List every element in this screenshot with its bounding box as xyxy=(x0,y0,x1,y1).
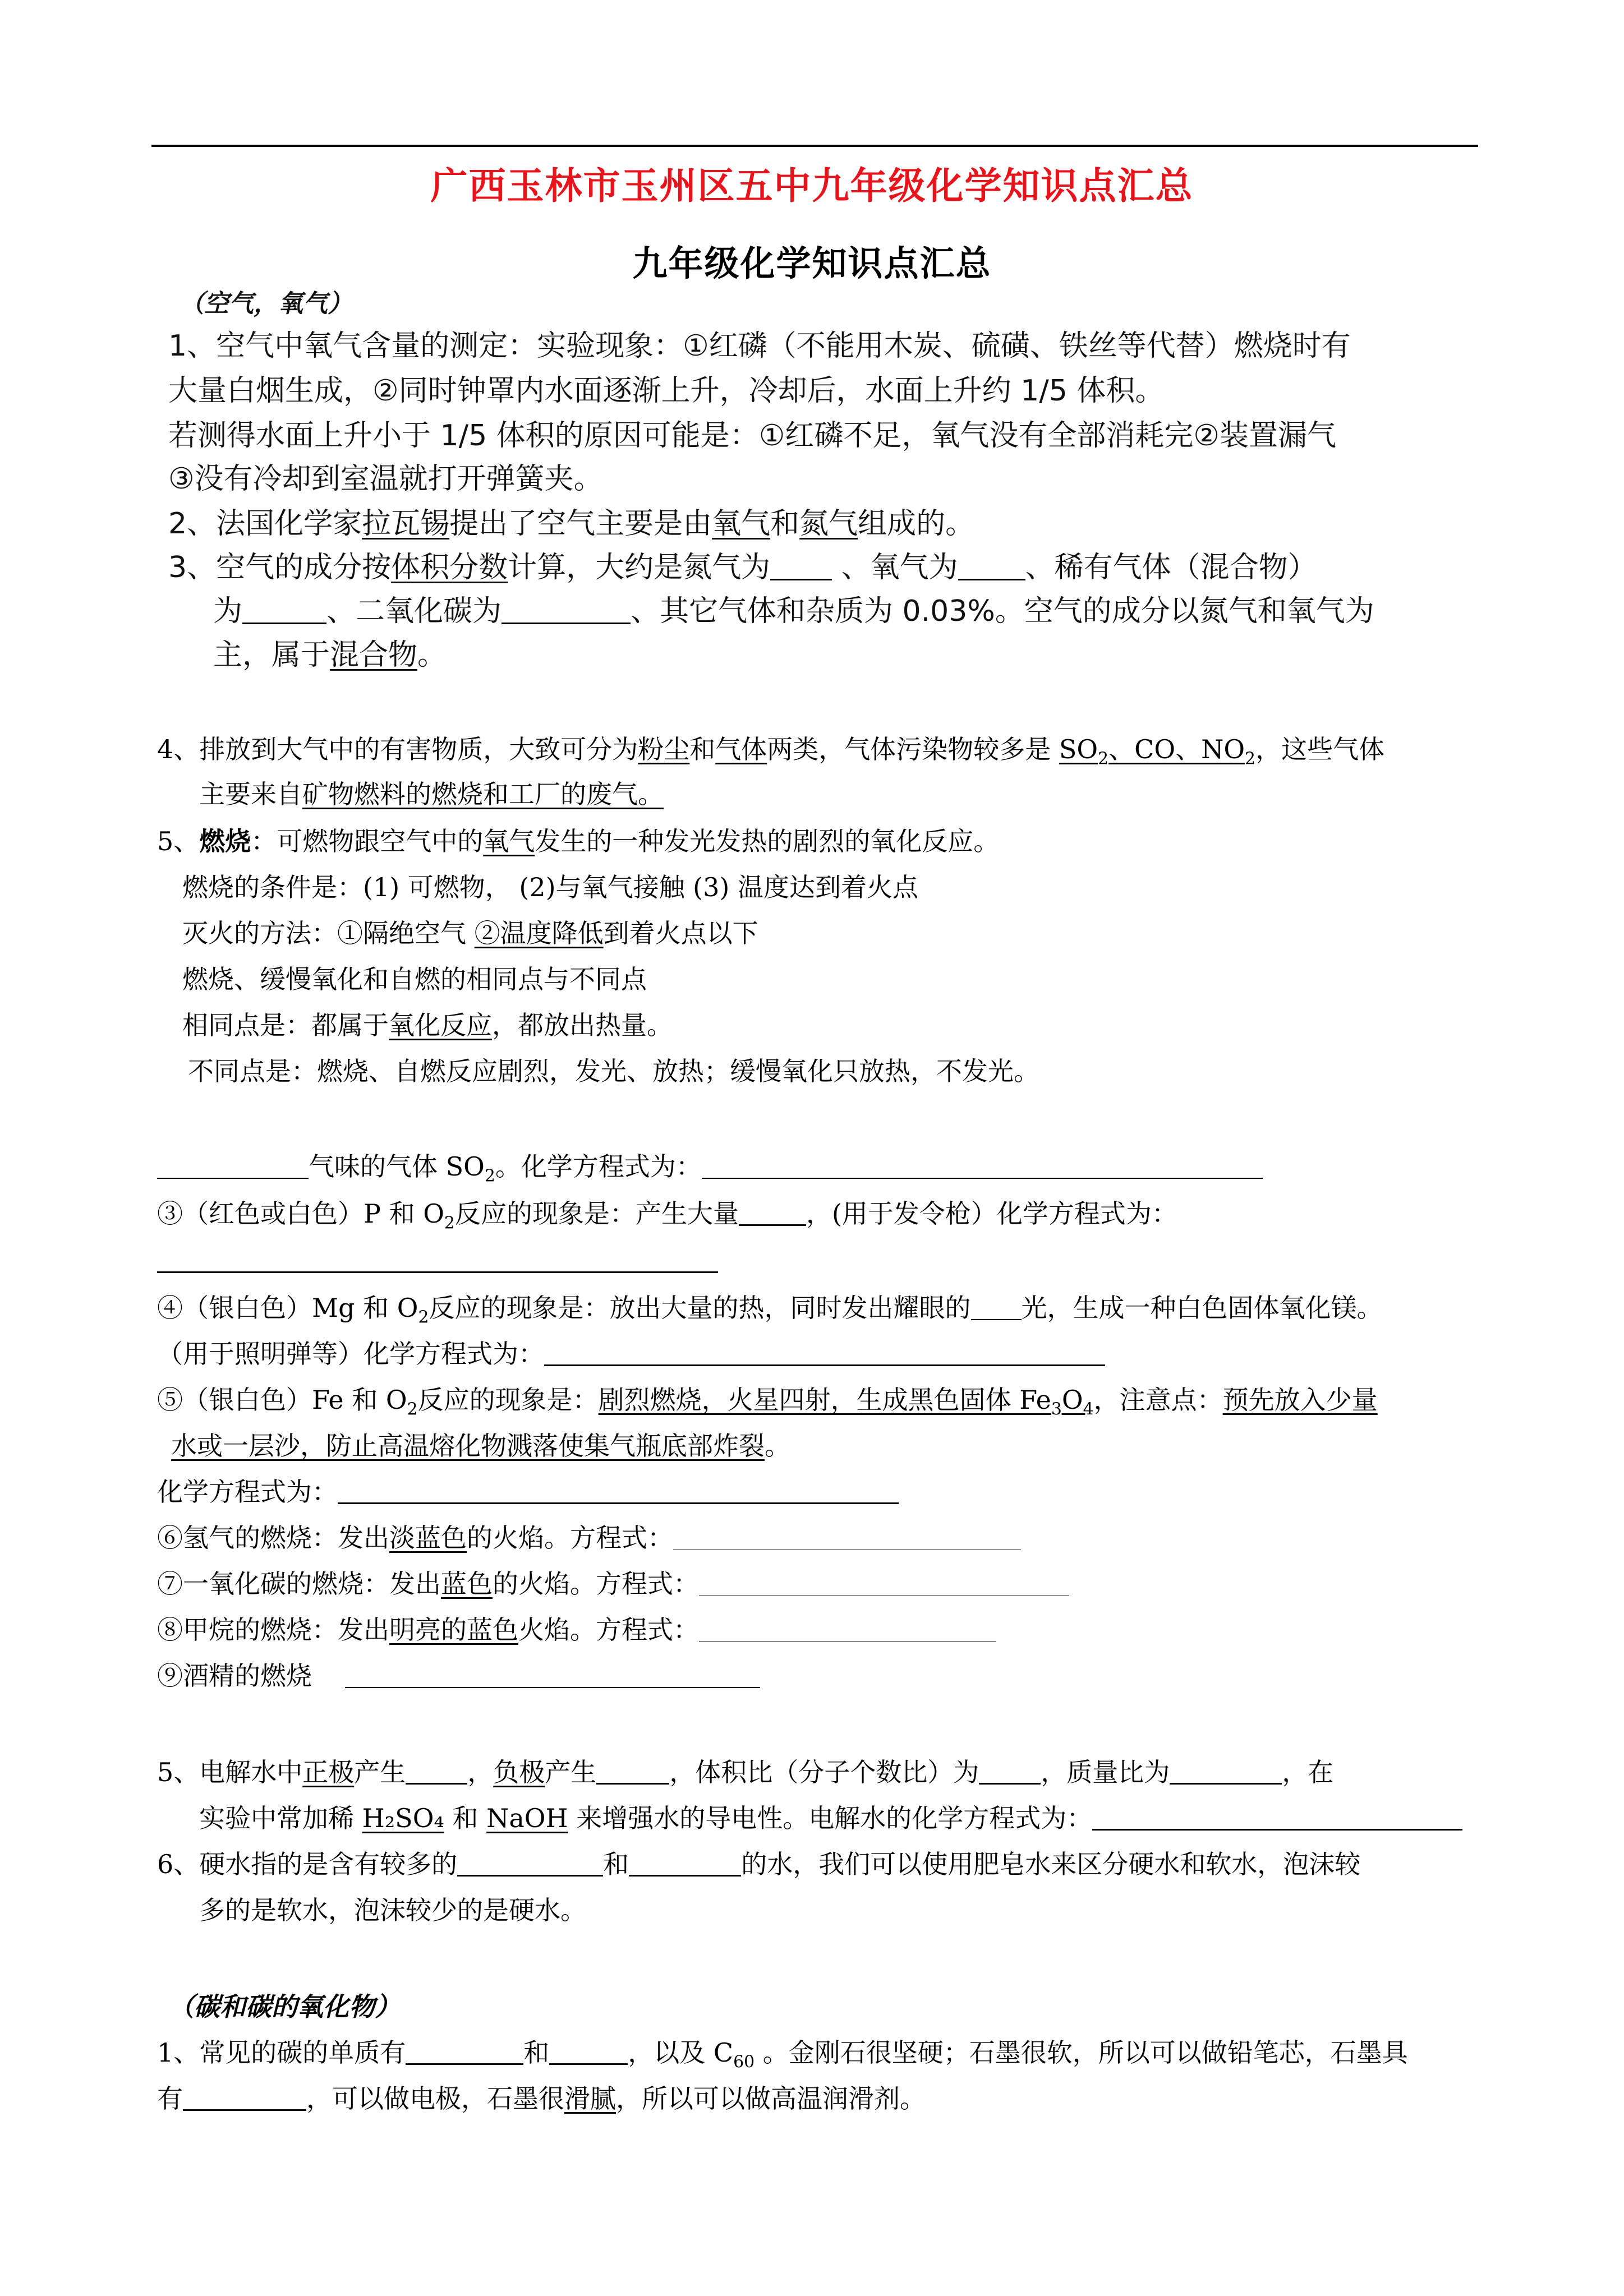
sulfur-reaction: 气味的气体 $SO_2$。化学方程式为： xyxy=(157,1150,1263,1183)
pollution-line-2: 主要来自矿物燃料的燃烧和工厂的废气。 xyxy=(199,779,664,809)
air-line-6: 3、空气的成分按体积分数计算，大约是氮气为 、氧气为 、稀有气体（混合物） xyxy=(168,551,1317,584)
blank-electrolysis-equation[interactable] xyxy=(1092,1804,1462,1831)
combustion-compare: 燃烧、缓慢氧化和自燃的相同点与不同点 xyxy=(182,964,647,994)
blank-sulfur-smell[interactable] xyxy=(157,1153,309,1179)
blank-hard-water-ion-1[interactable] xyxy=(457,1850,603,1877)
electrolysis-line-2: 实验中常加稀 H₂SO₄ 和 NaOH 来增强水的导电性。电解水的化学方程式为： xyxy=(199,1801,1462,1835)
blank-phosphorus-smoke[interactable] xyxy=(739,1200,806,1226)
header-rule xyxy=(151,145,1478,147)
carbon-line-1: 1、常见的碳的单质有 和 ，以及 $C_{60}$ 。金刚石很坚硬；石墨很软，所以可以做铅笔芯，石墨具 xyxy=(157,2037,1408,2072)
methane-combustion: ⑧甲烷的燃烧：发出明亮的蓝色火焰。方程式： xyxy=(157,1613,996,1647)
blank-hard-water-ion-2[interactable] xyxy=(629,1850,741,1877)
combustion-definition: 5、燃烧：可燃物跟空气中的氧气发生的一种发光发热的剧烈的氧化反应。 xyxy=(157,826,1000,856)
document-title: 广西玉林市玉州区五中九年级化学知识点汇总 xyxy=(430,164,1194,208)
blank-magnesium-light[interactable] xyxy=(971,1294,1022,1320)
magnesium-equation: （用于照明弹等）化学方程式为： xyxy=(157,1337,1105,1371)
co-combustion: ⑦一氧化碳的燃烧：发出蓝色的火焰。方程式： xyxy=(157,1567,1069,1601)
air-line-4: ③没有冷却到室温就打开弹簧夹。 xyxy=(168,462,603,496)
air-line-2: 大量白烟生成，②同时钟罩内水面逐渐上升，冷却后，水面上升约 1/5 体积。 xyxy=(168,374,1165,408)
air-line-8: 主，属于混合物。 xyxy=(213,638,447,672)
fire-extinguishing: 灭火的方法：①隔绝空气 ②温度降低到着火点以下 xyxy=(182,918,758,948)
phosphorus-reaction: ③（红色或白色）P 和 $O_2$反应的现象是：产生大量 ，(用于发令枪）化学方程式为： xyxy=(157,1198,1177,1233)
blank-co2[interactable] xyxy=(502,598,631,624)
air-line-3: 若测得水面上升小于 1/5 体积的原因可能是：①红磷不足，氧气没有全部消耗完②装置漏气 xyxy=(168,419,1336,453)
blank-carbon-allotrope-2[interactable] xyxy=(549,2039,628,2065)
air-line-7: 为 、二氧化碳为 、其它气体和杂质为 0.03%。空气的成分以氮气和氧气为 xyxy=(213,594,1374,628)
blank-positive-gas[interactable] xyxy=(406,1758,467,1785)
blank-magnesium-equation[interactable] xyxy=(544,1340,1105,1366)
iron-reaction: ⑤（银白色）Fe 和 $O_2$反应的现象是：剧烈燃烧，火星四射，生成黑色固体 $Fe_3O_4$，注意点：预先放入少量 xyxy=(157,1385,1378,1419)
iron-note: 水或一层沙，防止高温熔化物溅落使集气瓶底部炸裂。 xyxy=(171,1431,790,1461)
blank-nitrogen[interactable] xyxy=(770,554,832,580)
hard-water-line-2: 多的是软水，泡沫较少的是硬水。 xyxy=(199,1895,586,1925)
blank-hydrogen-equation[interactable] xyxy=(673,1525,1021,1550)
blank-methane-equation[interactable] xyxy=(699,1617,996,1642)
blank-mass-ratio[interactable] xyxy=(1170,1758,1282,1785)
carbon-heading: （碳和碳的氧化物） xyxy=(168,1991,401,2022)
blank-phosphorus-equation[interactable] xyxy=(157,1247,718,1273)
pollution-line-1: 4、排放到大气中的有害物质，大致可分为粉尘和气体两类，气体污染物较多是 $SO_2$、CO、$NO_2$，这些气体 xyxy=(157,734,1385,769)
blank-graphite-property[interactable] xyxy=(183,2085,306,2111)
magnesium-reaction: ④（银白色）Mg 和 $O_2$反应的现象是：放出大量的热，同时发出耀眼的 光，生成一种白色固体氧化镁。 xyxy=(157,1293,1383,1327)
combustion-diff: 不同点是：燃烧、自燃反应剧烈，发光、放热；缓慢氧化只放热，不发光。 xyxy=(188,1056,1039,1086)
blank-carbon-allotrope-1[interactable] xyxy=(406,2039,523,2065)
section-title: 九年级化学知识点汇总 xyxy=(632,243,992,284)
blank-negative-gas[interactable] xyxy=(596,1758,669,1785)
alcohol-combustion: ⑨酒精的燃烧 xyxy=(157,1659,760,1693)
air-line-1: 1、空气中氧气含量的测定：实验现象：①红磷（不能用木炭、硫磺、铁丝等代替）燃烧时有 xyxy=(168,329,1351,363)
hard-water-line-1: 6、硬水指的是含有较多的 和 的水，我们可以使用肥皂水来区分硬水和软水，泡沫较 xyxy=(157,1849,1361,1879)
air-line-5: 2、法国化学家拉瓦锡提出了空气主要是由氧气和氮气组成的。 xyxy=(168,507,975,541)
blank-co-equation[interactable] xyxy=(699,1571,1069,1596)
phosphorus-equation-line xyxy=(157,1244,718,1278)
iron-equation: 化学方程式为： xyxy=(157,1475,899,1509)
hydrogen-combustion: ⑥氢气的燃烧：发出淡蓝色的火焰。方程式： xyxy=(157,1521,1021,1555)
electrolysis-line-1: 5、电解水中正极产生 ，负极产生 ，体积比（分子个数比）为 ，质量比为 ，在 xyxy=(157,1757,1334,1787)
blank-alcohol-equation[interactable] xyxy=(345,1662,760,1688)
blank-volume-ratio[interactable] xyxy=(979,1758,1041,1785)
carbon-line-2: 有 ，可以做电极，石墨很滑腻，所以可以做高温润滑剂。 xyxy=(157,2083,926,2114)
combustion-same: 相同点是：都属于氧化反应，都放出热量。 xyxy=(182,1010,673,1040)
blank-sulfur-equation[interactable] xyxy=(702,1153,1263,1179)
blank-noble-gas[interactable] xyxy=(242,598,326,624)
air-heading: （空气，氧气） xyxy=(180,289,352,318)
combustion-conditions: 燃烧的条件是：(1) 可燃物， (2)与氧气接触 (3) 温度达到着火点 xyxy=(182,872,918,902)
blank-oxygen[interactable] xyxy=(958,554,1025,580)
blank-iron-equation[interactable] xyxy=(338,1478,899,1504)
